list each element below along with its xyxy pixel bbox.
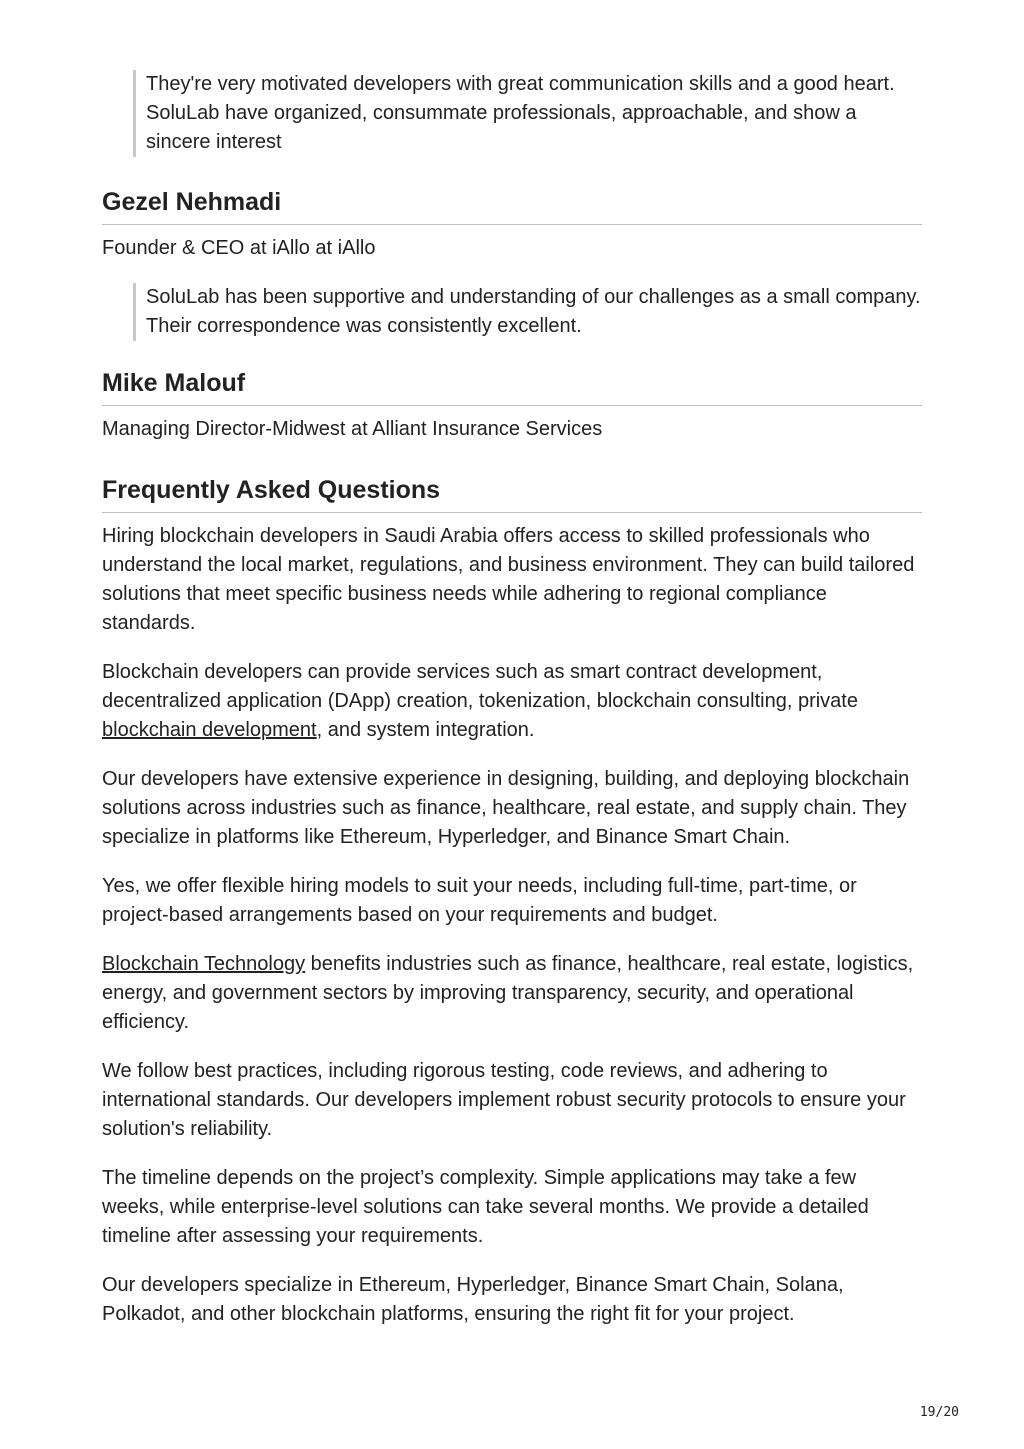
faq-heading: Frequently Asked Questions (102, 475, 922, 513)
faq-answer: The timeline depends on the project’s complexity. Simple applications may take a few weeks, while enterprise-level solutions can take several months. We provide a detailed timeline after assessing your requirements. (102, 1167, 869, 1247)
answer-text: Blockchain developers can provide services such as smart contract development, decentralized application (DApp) creation, tokenization, blockchain consulting, private (102, 661, 858, 712)
testimonial-quote (133, 70, 922, 157)
testimonial-name: Mike Malouf (102, 368, 922, 406)
faq-answer: Our developers have extensive experience in designing, building, and deploying blockchain solutions across industries such as finance, healthcare, real estate, and supply chain. They specialize in platforms like Ethereum, Hyperledger, and Binance Smart Chain. (102, 768, 910, 848)
faq-answer: Yes, we offer flexible hiring models to suit your needs, including full-time, part-time, or project-based arrangements based on your requirements and budget. (102, 875, 857, 926)
blockchain-development-link[interactable]: blockchain development (102, 719, 317, 741)
testimonial-role: Managing Director-Midwest at Alliant Insurance Services (102, 418, 603, 440)
faq-answer: Hiring blockchain developers in Saudi Arabia offers access to skilled professionals who understand the local market, regulations, and business environment. They can build tailored solutions that meet specific business needs while adhering to regional compliance standards. (102, 525, 915, 634)
testimonial-role: Founder & CEO at iAllo at iAllo (102, 237, 376, 259)
faq-answer (102, 658, 922, 745)
faq-answer: We follow best practices, including rigorous testing, code reviews, and adhering to international standards. Our developers implement robust security protocols to ensure your solution's reliability. (102, 1060, 906, 1140)
quote-text: They're very motivated developers with great communication skills and a good heart. SoluLab have organized, consummate professionals, approachable, and show a sincere interest (146, 73, 895, 153)
testimonial-name: Gezel Nehmadi (102, 187, 922, 225)
page-content (102, 70, 922, 1349)
faq-answers (102, 522, 922, 1329)
answer-text: benefits industries such as finance, healthcare, real estate, logistics, energy, and government sectors by improving transparency, security, and operational efficiency. (102, 953, 914, 1033)
testimonial-quote (133, 283, 922, 341)
page-number: 19/20 (919, 1405, 959, 1420)
faq-answer: Our developers specialize in Ethereum, Hyperledger, Binance Smart Chain, Solana, Polkadot, and other blockchain platforms, ensuring the right fit for your project. (102, 1274, 844, 1325)
quote-text: SoluLab has been supportive and understanding of our challenges as a small company. Their correspondence was consistently excellent. (146, 286, 921, 337)
answer-text: , and system integration. (316, 719, 535, 741)
faq-answer (102, 950, 922, 1037)
blockchain-technology-link[interactable]: Blockchain Technology (102, 953, 306, 975)
